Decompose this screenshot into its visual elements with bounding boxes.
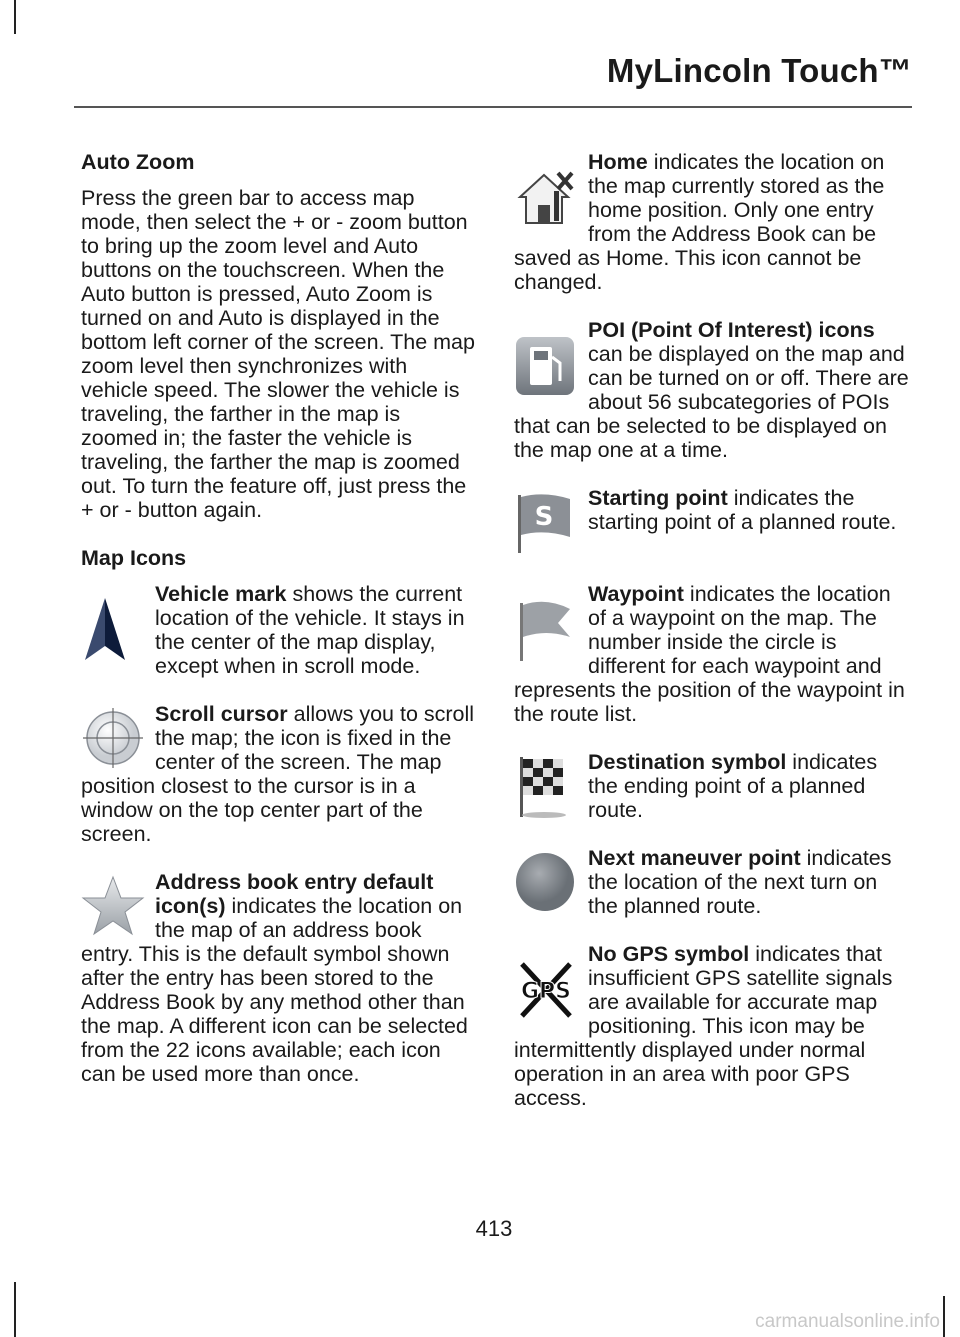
left-column [81,150,477,1110]
scroll-cursor-term: Scroll cursor [155,702,288,726]
fuel-pump-icon [514,318,588,414]
waypoint-flag-icon [514,582,588,678]
right-column [514,150,910,1134]
star-icon [81,870,155,942]
no-gps-text: indicates that insufficient GPS satellite signals are available for accurate map positioning. This icon may be intermittently displayed under normal operation in an area with poor GPS access. [514,942,893,1110]
poi-entry [514,318,910,462]
waypoint-text: indicates the location of a waypoint on the map. The number inside the circle is different for each waypoint and represents the position of the waypoint in the route list. [514,582,905,726]
vehicle-mark-icon [81,582,155,678]
starting-point-term: Starting point [588,486,728,510]
home-entry [514,150,910,294]
waypoint-term: Waypoint [588,582,684,606]
svg-text:GPS: GPS [520,979,572,1004]
scroll-cursor-text: allows you to scroll the map; the icon is fixed in the center of the screen. The map position closest to the cursor is in a window on the top center part of the screen. [81,702,475,846]
next-maneuver-text: indicates the location of the next turn on the planned route. [588,846,892,918]
vehicle-mark-entry [81,582,477,678]
no-gps-entry [514,942,910,1110]
poi-text: can be displayed on the map and can be turned on or off. There are about 56 subcategories of POIs that can be selected to be displayed on the map one at a time. [514,342,909,462]
home-term: Home [588,150,648,174]
destination-entry [514,750,910,822]
next-maneuver-entry [514,846,910,918]
crop-mark [14,1282,16,1337]
waypoint-entry [514,582,910,726]
header-divider [74,106,912,108]
page-title: MyLincoln Touch™ [606,52,912,89]
address-book-text: indicates the location on the map of an address book entry. This is the default symbol shown after the entry has been stored to the Address Book by any method other than the map. A different icon can be selected from the 22 icons available; each icon can be used more than once. [81,894,468,1086]
crop-mark [14,0,16,34]
starting-point-text: indicates the starting point of a planned route. [588,486,897,534]
address-book-entry [81,870,477,1086]
svg-text:S: S [534,502,554,532]
no-gps-term: No GPS symbol [588,942,750,966]
destination-term: Destination symbol [588,750,787,774]
next-maneuver-circle-icon [514,846,588,918]
auto-zoom-paragraph: Press the green bar to access map mode, then select the + or - zoom button to bring up the zoom level and Auto buttons on the touchscreen. When the Auto button is pressed, Auto Zoom is turned on and Auto is displayed in the bottom left corner of the screen. The map zoom level then synchronizes with vehicle speed. The slower the vehicle is traveling, the farther in the map is zoomed in; the faster the vehicle is traveling, the farther the map is zoomed out. To turn the feature off, just press the + or - button again. [81,186,475,522]
map-icons-heading: Map Icons [81,546,187,570]
auto-zoom-heading: Auto Zoom [81,150,195,174]
vehicle-mark-term: Vehicle mark [155,582,287,606]
next-maneuver-term: Next maneuver point [588,846,801,870]
no-gps-icon [514,942,588,1038]
starting-point-flag-icon [514,486,588,558]
scroll-cursor-entry [81,702,477,846]
crop-mark [943,1296,945,1337]
poi-term: POI (Point Of Interest) icons [588,318,875,342]
address-book-term: Address book entry default icon(s) [155,870,434,918]
vehicle-mark-text: shows the current location of the vehicle. It stays in the center of the map display, except when in scroll mode. [155,582,465,678]
home-icon [514,150,588,246]
page-number: 413 [475,1216,513,1241]
checkered-flag-icon [514,750,588,822]
home-text: indicates the location on the map currently stored as the home position. Only one entry from the Address Book can be saved as Home. This icon cannot be changed. [514,150,885,294]
destination-text: indicates the ending point of a planned route. [588,750,878,822]
starting-point-entry [514,486,910,558]
watermark: carmanualsonline.info [755,1311,940,1332]
scroll-cursor-icon [81,702,155,774]
